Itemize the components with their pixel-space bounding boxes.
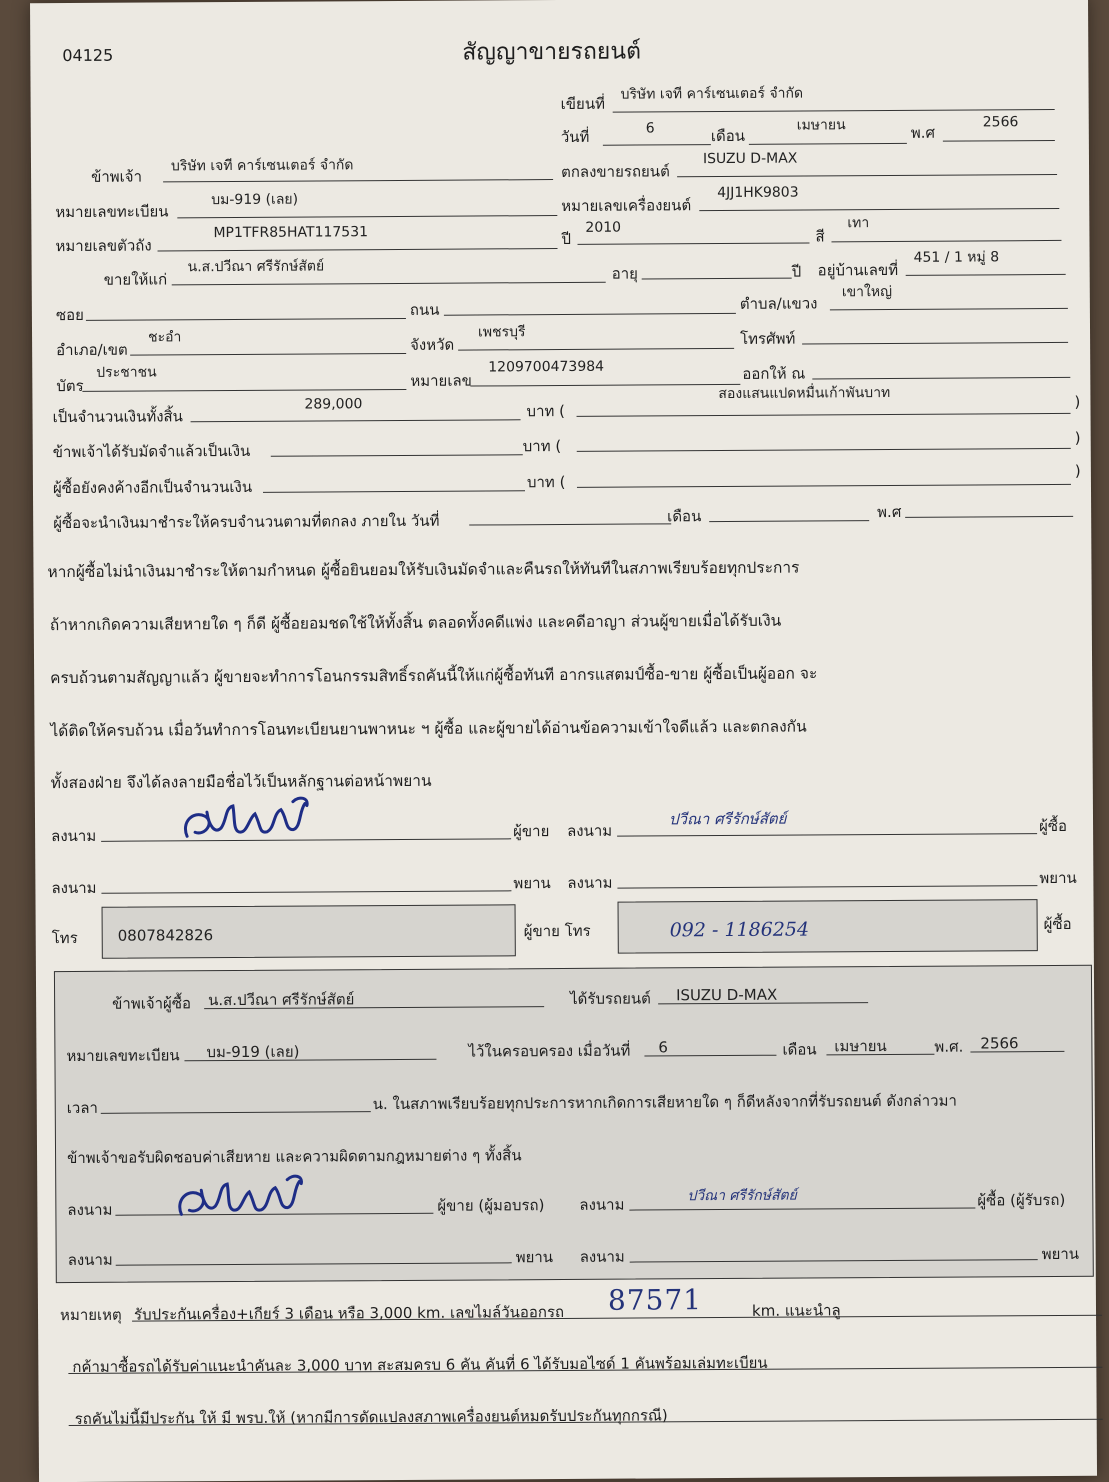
phone-box-label: โทร [51, 928, 78, 948]
seller-phone: 0807842826 [117, 926, 214, 945]
deposit-label: ข้าพเจ้าได้รับมัดจำแล้วเป็นเงิน [52, 441, 251, 462]
receipt-seller-signature [171, 1171, 321, 1224]
receipt-time-label: เวลา [66, 1098, 98, 1118]
chassis-value: MP1TFR85HAT117531 [213, 224, 369, 242]
total-close: ) [1074, 392, 1081, 411]
color-label: สี [815, 227, 825, 246]
receipt-section [54, 965, 1094, 1283]
receipt-day: 6 [658, 1038, 669, 1057]
witness1-role-label: พยาน [513, 874, 551, 893]
day-label: วันที่ [560, 127, 590, 146]
receipt-year: 2566 [980, 1034, 1019, 1053]
document-title: สัญญาขายรถยนต์ [462, 38, 642, 66]
subdistrict-label: ตำบล/แขวง [739, 294, 818, 313]
year-label: พ.ศ [910, 123, 936, 142]
remarks-line-1-end: km. แนะนำลู [751, 1301, 841, 1320]
engine-value: 4JJ1HK9803 [717, 184, 799, 202]
month-value: เมษายน [796, 117, 846, 134]
total-value: 289,000 [304, 396, 363, 413]
receipt-condition: น. ในสภาพเรียบร้อยทุกประการหากเกิดการเสียหายใด ๆ ก็ดีหลังจากที่รับรถยนต์ ดังกล่าวมา [372, 1091, 957, 1114]
receipt-liability: ข้าพเจ้าขอรับผิดชอบค่าเสียหาย และความผิดตามกฎหมายต่าง ๆ ทั้งสิ้น [67, 1146, 522, 1168]
receipt-year-label: พ.ศ. [934, 1037, 964, 1056]
issued-label: ออกให้ ณ [742, 364, 806, 383]
remaining-close: ) [1074, 461, 1081, 480]
receipt-month-label: เดือน [782, 1040, 817, 1059]
age-label: อายุ [611, 264, 638, 283]
receipt-month: เมษายน [834, 1037, 887, 1056]
receipt-buyer-signature: ปวีณา ศรีรักษ์สัตย์ [687, 1187, 797, 1205]
total-in-words: สองแสนแปดหมื่นเก้าพันบาท [718, 384, 891, 403]
year-made-label: ปี [561, 229, 572, 248]
seller-role-label: ผู้ขาย [513, 822, 550, 841]
buyer-label: ขายให้แก่ [103, 270, 168, 289]
card-value: ประชาชน [96, 364, 157, 381]
plate-value: บม-919 (เลย) [211, 191, 299, 209]
road-label: ถนน [409, 300, 440, 319]
terms-line-4: ได้ติดให้ครบถ้วน เมื่อวันทำการโอนทะเบียนยานพาหนะ ฯ ผู้ซื้อ และผู้ขายได้อ่านข้อความเข้าใจดีแล้ว และตกลงกัน [50, 717, 807, 741]
witness2-role-label: พยาน [1039, 868, 1077, 888]
receipt-seller-role: ผู้ขาย (ผู้มอบรถ) [437, 1196, 545, 1215]
receipt-buyer-role: ผู้ซื้อ (ผู้รับรถ) [977, 1190, 1066, 1210]
terms-line-5: ทั้งสองฝ่าย จึงได้ลงลายมือชื่อไว้เป็นหลักฐานต่อหน้าพยาน [50, 771, 432, 793]
address-value: 451 / 1 หมู่ 8 [913, 249, 1000, 266]
buyer-sign-label: ลงนาม [567, 821, 613, 840]
buyer-role-label: ผู้ซื้อ [1039, 816, 1068, 836]
receipt-seller-sign-label: ลงนาม [67, 1200, 113, 1220]
receipt-buyer-sign-label: ลงนาม [579, 1195, 625, 1214]
age-unit: ปี [791, 262, 802, 281]
terms-line-2: ถ้าหากเกิดความเสียหายใด ๆ ก็ดี ผู้ซื้อยอมชดใช้ให้ทั้งสิ้น ตลอดทั้งคดีแพ่ง และคดีอาญา ส่วนผู้ขายเมื่อได้รับเงิน [49, 611, 782, 635]
chassis-label: หมายเลขตัวถัง [55, 236, 152, 256]
province-label: จังหวัด [410, 335, 455, 354]
contract-page [30, 0, 1097, 1482]
receipt-plate: บม-919 (เลย) [206, 1042, 300, 1062]
remarks-line-3: รถคันไม่นี้มีประกัน ให้ มี พรบ.ให้ (หากมีการดัดแปลงสภาพเครื่องยนต์หมดรับประกันทุกกรณี) [74, 1406, 668, 1428]
district-value: ชะอำ [148, 329, 182, 346]
receipt-buyer: น.ส.ปวีณา ศรีรักษ์สัตย์ [208, 990, 355, 1010]
buyer-phone: 092 - 1186254 [669, 918, 810, 942]
receipt-witness2-role: พยาน [1041, 1244, 1080, 1264]
seller-phone-role: ผู้ขาย โทร [523, 921, 591, 941]
receipt-car-label: ได้รับรถยนต์ [570, 989, 651, 1008]
color-value: เทา [847, 215, 870, 232]
terms-line-1: หากผู้ซื้อไม่นำเงินมาชำระให้ตามกำหนด ผู้ซื้อยินยอมให้รับเงินมัดจำและคืนรถให้ทันทีในสภาพเรียบร้อยทุกประการ [47, 558, 800, 582]
year-made-value: 2010 [585, 219, 622, 236]
remaining-unit: บาท ( [526, 472, 566, 492]
total-label: เป็นจำนวนเงินทั้งสิ้น [52, 407, 183, 427]
buyer-value: น.ส.ปวีณา ศรีรักษ์สัตย์ [187, 258, 325, 276]
card-no-label: หมายเลข [410, 371, 472, 390]
plate-label: หมายเลขทะเบียน [55, 202, 169, 222]
receipt-witness1-sign-label: ลงนาม [67, 1250, 113, 1270]
receipt-witness1-role: พยาน [515, 1248, 554, 1267]
province-value: เพชรบุรี [477, 324, 526, 341]
seller-value: บริษัท เจที คาร์เซนเตอร์ จำกัด [170, 157, 354, 175]
deposit-close: ) [1074, 428, 1081, 447]
buyer-phone-role: ผู้ซื้อ [1043, 914, 1072, 934]
seller-sign-label: ลงนาม [51, 826, 97, 846]
soi-label: ซอย [55, 305, 84, 325]
written-at-value: บริษัท เจที คาร์เซนเตอร์ จำกัด [620, 85, 804, 103]
month-label: เดือน [710, 126, 746, 146]
district-label: อำเภอ/เขต [56, 340, 128, 360]
deposit-unit: บาท ( [522, 436, 562, 456]
car-value: ISUZU D-MAX [702, 150, 798, 168]
engine-label: หมายเลขเครื่องยนต์ [561, 196, 692, 215]
remaining-label: ผู้ซื้อยังคงค้างอีกเป็นจำนวนเงิน [52, 477, 253, 498]
seller-label: ข้าพเจ้า [91, 167, 143, 186]
due-month-label: เดือน [667, 507, 702, 526]
subdistrict-value: เขาใหญ่ [841, 283, 893, 301]
terms-line-3: ครบถ้วนตามสัญญาแล้ว ผู้ขายจะทำการโอนกรรมสิทธิ์รถคันนี้ให้แก่ผู้ซื้อทันที อากรแสตมป์ซื้อ-ขาย ผู้ซื้อเป็นผู้ออก จะ [50, 664, 818, 688]
due-year-label: พ.ศ [877, 502, 902, 522]
receipt-plate-label: หมายเลขทะเบียน [66, 1046, 180, 1066]
due-label: ผู้ซื้อจะนำเงินมาชำระให้ครบจำนวนตามที่ตกลง ภายใน วันที่ [53, 511, 440, 533]
remarks-label: หมายเหตุ [59, 1305, 122, 1325]
document-number: 04125 [62, 45, 114, 66]
address-label: อยู่บ้านเลขที่ [817, 260, 899, 280]
day-value: 6 [645, 120, 655, 137]
written-at-label: เขียนที่ [560, 94, 606, 113]
phone-label: โทรศัพท์ [740, 329, 796, 348]
car-label: ตกลงขายรถยนต์ [560, 162, 670, 181]
receipt-buyer-label: ข้าพเจ้าผู้ซื้อ [112, 994, 192, 1013]
remarks-line-2: กค้ามาซื้อรถได้รับค่าแนะนำคันละ 3,000 บาท สะสมครบ 6 คัน คันที่ 6 ได้รับมอไซด์ 1 คันพร้อมเล่มทะเบียน [72, 1353, 768, 1376]
receipt-car: ISUZU D-MAX [676, 985, 778, 1005]
card-no-value: 1209700473984 [488, 358, 605, 376]
seller-signature [175, 791, 335, 847]
remarks-line-1: รับประกันเครื่อง+เกียร์ 3 เดือน หรือ 3,000 km. เลขไมล์วันออกรถ [133, 1302, 565, 1324]
year-value: 2566 [982, 114, 1019, 131]
buyer-signature: ปวีณา ศรีรักษ์สัตย์ [668, 809, 787, 829]
receipt-possession-label: ไว้ในครอบครอง เมื่อวันที่ [468, 1041, 631, 1061]
receipt-witness2-sign-label: ลงนาม [579, 1247, 625, 1266]
total-unit: บาท ( [526, 401, 566, 421]
witness2-sign-label: ลงนาม [567, 873, 613, 892]
witness1-sign-label: ลงนาม [51, 878, 97, 898]
mileage-value: 87571 [607, 1283, 703, 1317]
card-label: บัตร [56, 376, 84, 396]
